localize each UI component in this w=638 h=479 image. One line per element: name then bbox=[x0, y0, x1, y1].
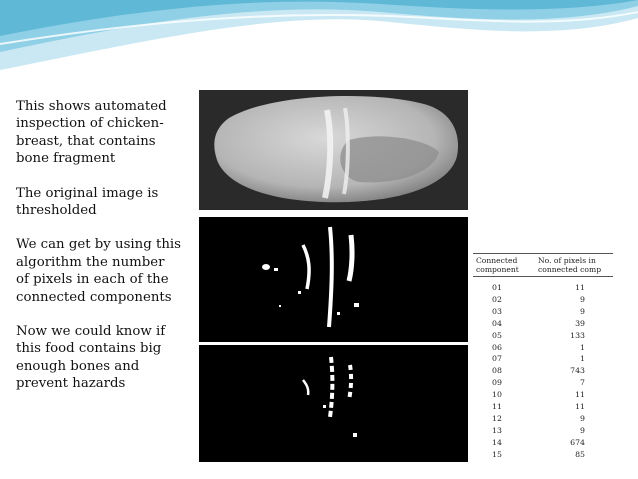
component-id: 11 bbox=[492, 402, 502, 412]
pixel-count: 11 bbox=[575, 283, 585, 292]
paragraph-intro: This shows automated inspection of chicken-breast, that contains bone fragment bbox=[16, 99, 167, 167]
component-id: 13 bbox=[492, 425, 502, 435]
header-swoosh-decoration bbox=[0, 0, 638, 90]
pixel-count: 1 bbox=[580, 354, 585, 364]
thresholded-image bbox=[199, 217, 468, 342]
table-row bbox=[473, 413, 613, 425]
table-row bbox=[473, 437, 613, 449]
connected-components-image bbox=[199, 345, 468, 462]
pixel-count: 9 bbox=[580, 425, 585, 435]
table-row bbox=[473, 318, 613, 330]
paragraph-algorithm: We can get by using this algorithm the number of pixels in each of the connected components bbox=[16, 237, 181, 305]
table-row bbox=[473, 425, 613, 437]
table-row bbox=[473, 282, 613, 294]
table-row bbox=[473, 449, 613, 461]
component-id: 08 bbox=[492, 366, 502, 376]
component-id: 14 bbox=[492, 437, 502, 447]
table-row bbox=[473, 342, 613, 354]
original-xray-image bbox=[199, 90, 468, 210]
component-id: 02 bbox=[492, 294, 502, 304]
component-id: 05 bbox=[492, 330, 502, 340]
pixel-count: 9 bbox=[580, 306, 585, 316]
component-id: 06 bbox=[492, 342, 502, 352]
pixel-count: 11 bbox=[575, 390, 585, 400]
pixel-count: 133 bbox=[570, 330, 585, 340]
table-row bbox=[473, 330, 613, 342]
component-id: 09 bbox=[492, 378, 502, 388]
component-id: 04 bbox=[492, 318, 502, 328]
pixel-count: 7 bbox=[580, 378, 585, 388]
table-header bbox=[473, 253, 613, 277]
pixel-count: 11 bbox=[575, 402, 585, 412]
paragraph-conclusion: Now we could know if this food contains big enough bones and prevent hazards bbox=[16, 324, 166, 392]
component-id: 15 bbox=[492, 449, 502, 459]
pixel-count: 9 bbox=[580, 294, 585, 304]
slide-text bbox=[16, 98, 181, 410]
table-row bbox=[473, 365, 613, 377]
pixel-count: 1 bbox=[580, 342, 585, 352]
connected-components-table bbox=[473, 209, 613, 461]
table-row bbox=[473, 389, 613, 401]
paragraph-threshold: The original image is thresholded bbox=[16, 185, 159, 219]
component-id: 07 bbox=[492, 354, 502, 364]
pixel-count: 9 bbox=[580, 413, 585, 423]
table-body bbox=[473, 277, 613, 461]
table-row bbox=[473, 306, 613, 318]
table-row bbox=[473, 401, 613, 413]
table-row bbox=[473, 294, 613, 306]
table-row bbox=[473, 353, 613, 365]
pixel-count: 39 bbox=[575, 318, 585, 328]
component-id: 01 bbox=[492, 283, 502, 292]
header-pixel-count: No. of pixels in connected comp bbox=[538, 256, 602, 274]
component-id: 12 bbox=[492, 413, 502, 423]
component-id: 10 bbox=[492, 390, 502, 400]
component-id: 03 bbox=[492, 306, 502, 316]
pixel-count: 743 bbox=[570, 366, 585, 376]
pixel-count: 85 bbox=[575, 449, 585, 459]
pixel-count: 674 bbox=[570, 437, 585, 447]
table-row bbox=[473, 377, 613, 389]
header-connected-component: Connected component bbox=[476, 256, 519, 274]
